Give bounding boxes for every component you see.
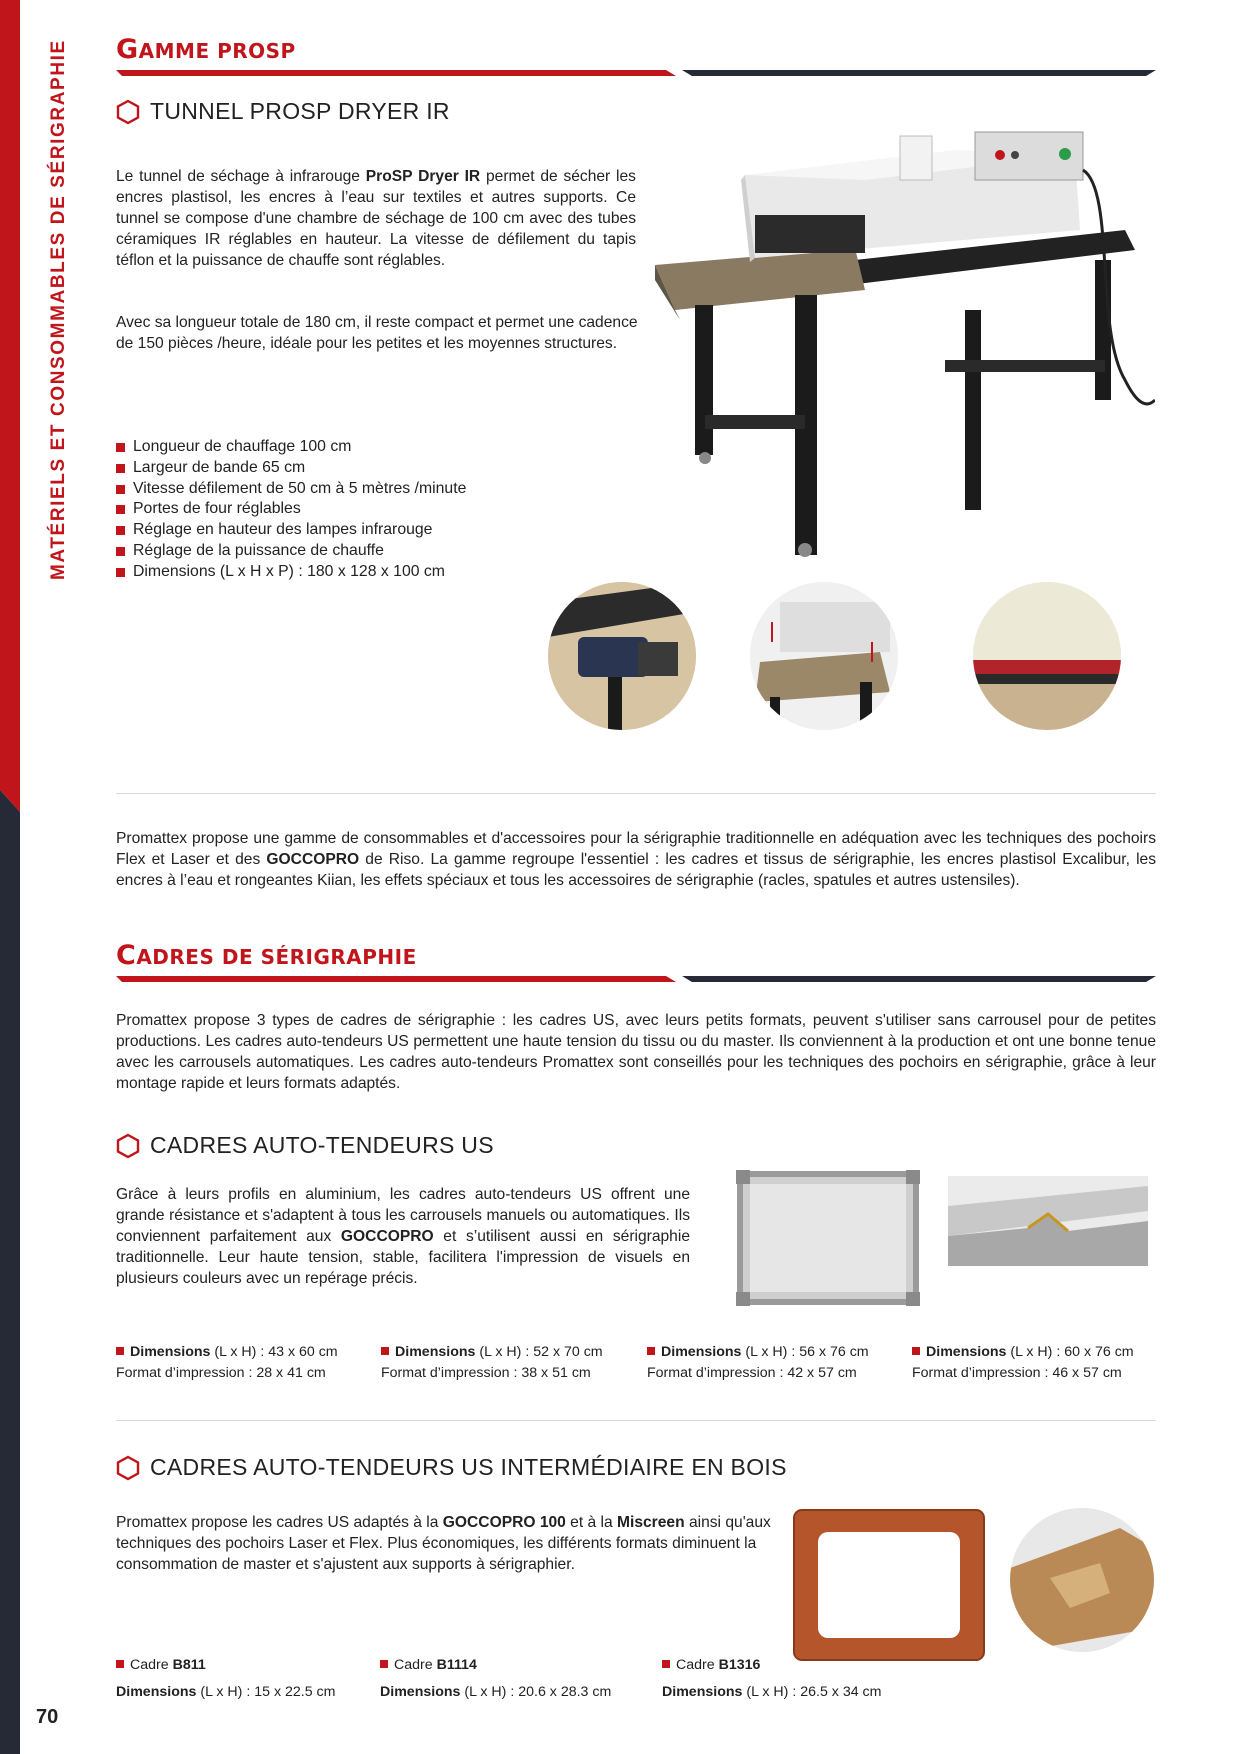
section-rule [116,974,1156,984]
divider [116,1420,1156,1421]
cadres-intro-paragraph: Promattex propose 3 types de cadres de sérigraphie : les cadres US, avec leurs petits formats, peuvent s'utiliser sans carrousel pour de petites productions. Les cadres auto-tendeurs US permettent une haute tension du tissu ou du master. Ils conviennent à la production et ont une bonne tenue avec les carrousels automatiques. Les cadres auto-tendeurs Promattex sont conseillés pour les techniques des pochoirs en sérigraphie, grâce à leur montage rapide et leurs formats adaptés. [116,1012,1156,1092]
feature-item: Vitesse défilement de 50 cm à 5 mètres /minute [116,479,466,500]
us-frame-spec-1: Dimensions (L x H) : 43 x 60 cm Format d’impression : 28 x 41 cm [116,1344,338,1381]
subheading-cadres-auto-tendeurs-us: CADRES AUTO-TENDEURS US [116,1132,494,1159]
wooden-frame-photo [792,1508,986,1662]
tunnel-description-1: Le tunnel de séchage à infrarouge ProSP Dryer IR permet de sécher les encres plastisol, les encres à l’eau sur textiles et autres supports. Ce tunnel se compose d'une chambre de séchage de 100 cm avec des tubes céramiques IR réglables en hauteur. La vitesse de défilement du tapis téflon et la puissance de chauffe sont réglables. [116,168,636,269]
tunnel-dryer-photo [655,130,1155,560]
feature-item: Dimensions (L x H x P) : 180 x 128 x 100 cm [116,562,466,583]
us-frame-spec-3: Dimensions (L x H) : 56 x 76 cm Format d’impression : 42 x 57 cm [647,1344,869,1381]
dryer-detail-photo-3 [973,582,1121,730]
gamme-intro-paragraph: Promattex propose une gamme de consommables et d'accessoires pour la sérigraphie traditionnelle en adéquation avec les techniques des pochoirs Flex et Laser et des GOCCOPRO de Riso. La gamme regroupe l'essentiel : les cadres et tissus de sérigraphie, les encres plastisol Excalibur, les encres à l’eau et rongeantes Kiian, les effets spéciaux et tous les accessoires de sérigraphie (racles, spatules et autres ustensiles). [116,830,1156,889]
feature-item: Portes de four réglables [116,499,466,520]
feature-item: Réglage de la puissance de chauffe [116,541,466,562]
subheading-tunnel-prosp-dryer-ir: TUNNEL PROSP DRYER IR [116,98,450,125]
aluminium-frame-photo [736,1170,920,1306]
dryer-detail-photo-1 [548,582,696,730]
sidebar-vertical-label: MATÉRIELS ET CONSOMMABLES DE SÉRIGRAPHIE [48,39,69,580]
subheading-cadres-bois: CADRES AUTO-TENDEURS US INTERMÉDIAIRE EN BOIS [116,1454,787,1481]
hexagon-icon [116,1455,140,1481]
cadres-bois-description: Promattex propose les cadres US adaptés à la GOCCOPRO 100 et à la Miscreen ainsi qu'aux techniques des pochoirs Laser et Flex. Plus économiques, les différents formats diminuent la consommation de master et s'ajustent aux supports à sérigraphier. [116,1514,771,1573]
section-title-gamme-prosp: GAMME PROSP [116,34,296,65]
page-number: 70 [36,1706,59,1728]
divider [116,793,1156,794]
dryer-detail-photo-2 [750,582,898,730]
wood-frame-spec-2: Cadre B1114 Dimensions (L x H) : 20.6 x 28.3 cm [380,1657,612,1700]
hexagon-icon [116,99,140,125]
us-frame-spec-2: Dimensions (L x H) : 52 x 70 cm Format d’impression : 38 x 51 cm [381,1344,603,1381]
sidebar-band [0,0,20,1754]
feature-item: Longueur de chauffage 100 cm [116,437,466,458]
feature-item: Réglage en hauteur des lampes infrarouge [116,520,466,541]
section-title-cadres: CADRES DE SÉRIGRAPHIE [116,940,417,971]
us-frame-spec-4: Dimensions (L x H) : 60 x 76 cm Format d’impression : 46 x 57 cm [912,1344,1134,1381]
wood-frame-spec-1: Cadre B811 Dimensions (L x H) : 15 x 22.5 cm [116,1657,336,1700]
wooden-frame-detail-photo [1010,1508,1154,1652]
section-rule [116,68,1156,78]
tunnel-description-2: Avec sa longueur totale de 180 cm, il reste compact et permet une cadence de 150 pièces /heure, idéale pour les petites et les moyennes structures. [116,314,638,352]
feature-item: Largeur de bande 65 cm [116,458,466,479]
tunnel-feature-list [116,437,466,583]
cadres-us-description: Grâce à leurs profils en aluminium, les cadres auto-tendeurs US offrent une grande résistance et s'adaptent à tous les carrousels manuels ou automatiques. Ils conviennent parfaitement aux GOCCOPRO et s’utilisent aussi en sérigraphie traditionnelle. Leur haute tension, stable, facilitera l'impression de visuels en plusieurs couleurs avec un repérage précis. [116,1186,690,1287]
hexagon-icon [116,1133,140,1159]
frame-profile-photo [948,1176,1148,1266]
wood-frame-spec-3: Cadre B1316 Dimensions (L x H) : 26.5 x 34 cm [662,1657,882,1700]
